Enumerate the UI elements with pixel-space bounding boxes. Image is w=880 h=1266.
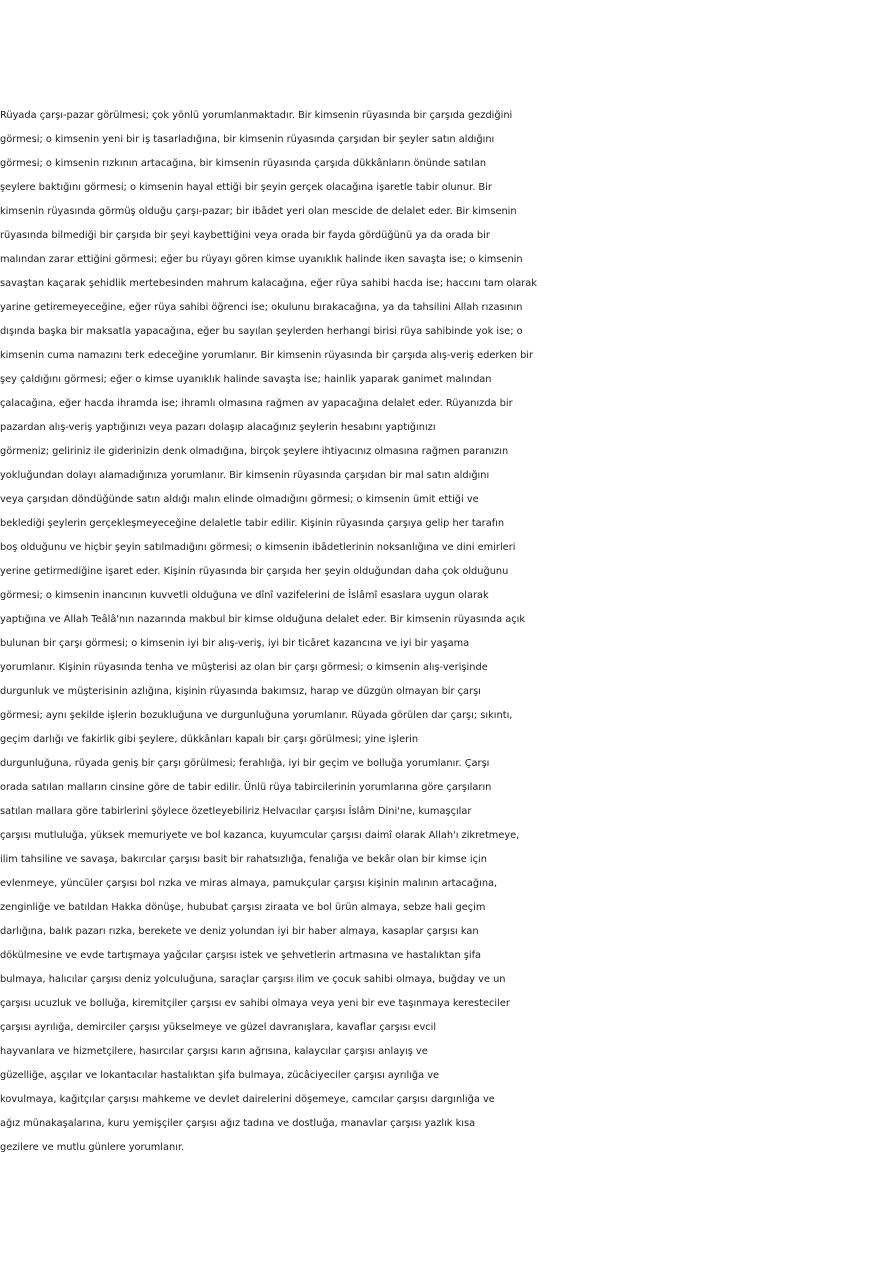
text-line: savaştan kaçarak şehidlik mertebesinden mahrum kalacağına, eğer rüya sahibi hacda ise; haccını tam olarak: [0, 278, 537, 289]
text-line: durgunluğuna, rüyada geniş bir çarşı görülmesi; ferahlığa, iyi bir geçim ve bolluğa yorumlanır. Çarşı: [0, 758, 490, 769]
text-line: bulmaya, halıcılar çarşısı deniz yolculuğuna, saraçlar çarşısı ilim ve çocuk sahibi olmaya, buğday ve un: [0, 974, 506, 985]
text-line: yaptığına ve Allah Teâlâ'nın nazarında makbul bir kimse olduğuna delalet eder. Bir kimsenin rüyasında açık: [0, 614, 525, 625]
text-line: evlenmeye, yüncüler çarşısı bol rızka ve miras almaya, pamukçular çarşısı kişinin malının artacağına,: [0, 878, 498, 889]
text-line: görmesi; o kimsenin rızkının artacağına, bir kimsenin rüyasında çarşıda dükkânların önünde satılan: [0, 158, 487, 169]
text-line: gezilere ve mutlu günlere yorumlanır.: [0, 1142, 185, 1153]
text-line: geçim darlığı ve fakirlik gibi şeylere, dükkânları kapalı bir çarşı görülmesi; yine işlerin: [0, 734, 419, 745]
text-line: boş olduğunu ve hiçbir şeyin satılmadığını görmesi; o kimsenin ibâdetlerinin noksanlığına ve dini emirleri: [0, 542, 516, 553]
text-line: görmesi; o kimsenin yeni bir iş tasarladığına, bir kimsenin rüyasında çarşıdan bir şeyler satın aldığını: [0, 134, 495, 145]
text-line: kovulmaya, kağıtçılar çarşısı mahkeme ve devlet dairelerini döşemeye, camcılar çarşısı dargınlığa ve: [0, 1094, 495, 1105]
text-line: malından zarar ettiğini görmesi; eğer bu rüyayı gören kimse uyanıklık halinde iken savaşta ise; o kimsenin: [0, 254, 523, 265]
text-line: rüyasında bilmediği bir çarşıda bir şeyi kaybettiğini veya orada bir fayda gördüğünü ya da orada bir: [0, 230, 490, 241]
text-line: yorumlanır. Kişinin rüyasında tenha ve müşterisi az olan bir çarşı görmesi; o kimsenin alış-verişinde: [0, 662, 488, 673]
text-line: pazardan alış-veriş yaptığınızı veya pazarı dolaşıp alacağınız şeylerin hesabını yaptığınızı: [0, 422, 436, 433]
text-line: orada satılan malların cinsine göre de tabir edilir. Ünlü rüya tabircilerinin yorumlarına göre çarşıların: [0, 782, 492, 793]
text-line: darlığına, balık pazarı rızka, berekete ve deniz yolundan iyi bir haber almaya, kasaplar çarşısı kan: [0, 926, 479, 937]
text-line: görmesi; aynı şekilde işlerin bozukluğuna ve durgunluğuna yorumlanır. Rüyada görülen dar çarşı; sıkıntı,: [0, 710, 513, 721]
text-line: hayvanlara ve hizmetçilere, hasırcılar çarşısı karın ağrısına, kalaycılar çarşısı anlayış ve: [0, 1046, 428, 1057]
text-line: kimsenin cuma namazını terk edeceğine yorumlanır. Bir kimsenin rüyasında bir çarşıda alış-veriş ederken bir: [0, 350, 534, 361]
text-line: çarşısı ucuzluk ve bolluğa, kiremitçiler çarşısı ev sahibi olmaya veya yeni bir eve taşınmaya keresteciler: [0, 998, 510, 1009]
article-body: [0, 104, 880, 1160]
text-line: yokluğundan dolayı alamadığınıza yorumlanır. Bir kimsenin rüyasında çarşıdan bir mal satın aldığını: [0, 470, 490, 481]
text-line: güzelliğe, aşçılar ve lokantacılar hastalıktan şifa bulmaya, zücâciyeciler çarşısı ayrılığa ve: [0, 1070, 440, 1081]
text-line: beklediği şeylerin gerçekleşmeyeceğine delaletle tabir edilir. Kişinin rüyasında çarşıya gelip her tarafın: [0, 518, 505, 529]
text-line: kimsenin rüyasında görmüş olduğu çarşı-pazar; bir ibâdet yeri olan mescide de delalet eder. Bir kimsenin: [0, 206, 517, 217]
text-line: çalacağına, eğer hacda ihramda ise; ihramlı olmasına rağmen av yapacağına delalet eder. Rüyanızda bir: [0, 398, 513, 409]
text-line: zenginliğe ve batıldan Hakka dönüşe, hububat çarşısı ziraata ve bol ürün almaya, sebze hali geçim: [0, 902, 486, 913]
text-line: çarşısı ayrılığa, demirciler çarşısı yükselmeye ve güzel davranışlara, kavaflar çarşısı evcil: [0, 1022, 437, 1033]
text-line: çarşısı mutluluğa, yüksek memuriyete ve bol kazanca, kuyumcular çarşısı daimî olarak Allah'ı zikretmeye,: [0, 830, 520, 841]
text-line: yarine getiremeyeceğine, eğer rüya sahibi öğrenci ise; okulunu bırakacağına, ya da tahsilini Allah rızasının: [0, 302, 523, 313]
text-line: Rüyada çarşı-pazar görülmesi; çok yönlü yorumlanmaktadır. Bir kimsenin rüyasında bir çarşıda gezdiğini: [0, 110, 513, 121]
text-line: ilim tahsiline ve savaşa, bakırcılar çarşısı basit bir rahatsızlığa, fenalığa ve bekâr olan bir kimse için: [0, 854, 487, 865]
text-line: dışında başka bir maksatla yapacağına, eğer bu sayılan şeylerden herhangi birisi rüya sahibinde yok ise; o: [0, 326, 523, 337]
text-line: veya çarşıdan döndüğünde satın aldığı malın elinde olmadığını görmesi; o kimsenin ümit ettiği ve: [0, 494, 479, 505]
text-line: bulunan bir çarşı görmesi; o kimsenin iyi bir alış-veriş, iyi bir ticâret kazancına ve iyi bir yaşama: [0, 638, 470, 649]
text-line: durgunluk ve müşterisinin azlığına, kişinin rüyasında bakımsız, harap ve düzgün olmayan bir çarşı: [0, 686, 481, 697]
text-line: dökülmesine ve evde tartışmaya yağcılar çarşısı istek ve şehvetlerin artmasına ve hastalıktan şifa: [0, 950, 482, 961]
text-line: şeylere baktığını görmesi; o kimsenin hayal ettiği bir şeyin gerçek olacağına işaretle tabir olunur. Bir: [0, 182, 492, 193]
text-line: yerine getirmediğine işaret eder. Kişinin rüyasında bir çarşıda her şeyin olduğundan daha çok olduğunu: [0, 566, 509, 577]
text-line: görmesi; o kimsenin inancının kuvvetli olduğuna ve dînî vazifelerini de İslâmî esaslara uygun olarak: [0, 590, 489, 601]
text-line: ağız münakaşalarına, kuru yemişçiler çarşısı ağız tadına ve dostluğa, manavlar çarşısı yazlık kısa: [0, 1118, 476, 1129]
text-line: görmeniz; geliriniz ile giderinizin denk olmadığına, birçok şeylere ihtiyacınız olmasına rağmen paranızın: [0, 446, 509, 457]
text-line: satılan mallara göre tabirlerini şöylece özetleyebiliriz Helvacılar çarşısı İslâm Dini'ne, kumaşçılar: [0, 806, 472, 817]
text-line: şey çaldığını görmesi; eğer o kimse uyanıklık halinde savaşta ise; hainlik yaparak ganimet malından: [0, 374, 492, 385]
